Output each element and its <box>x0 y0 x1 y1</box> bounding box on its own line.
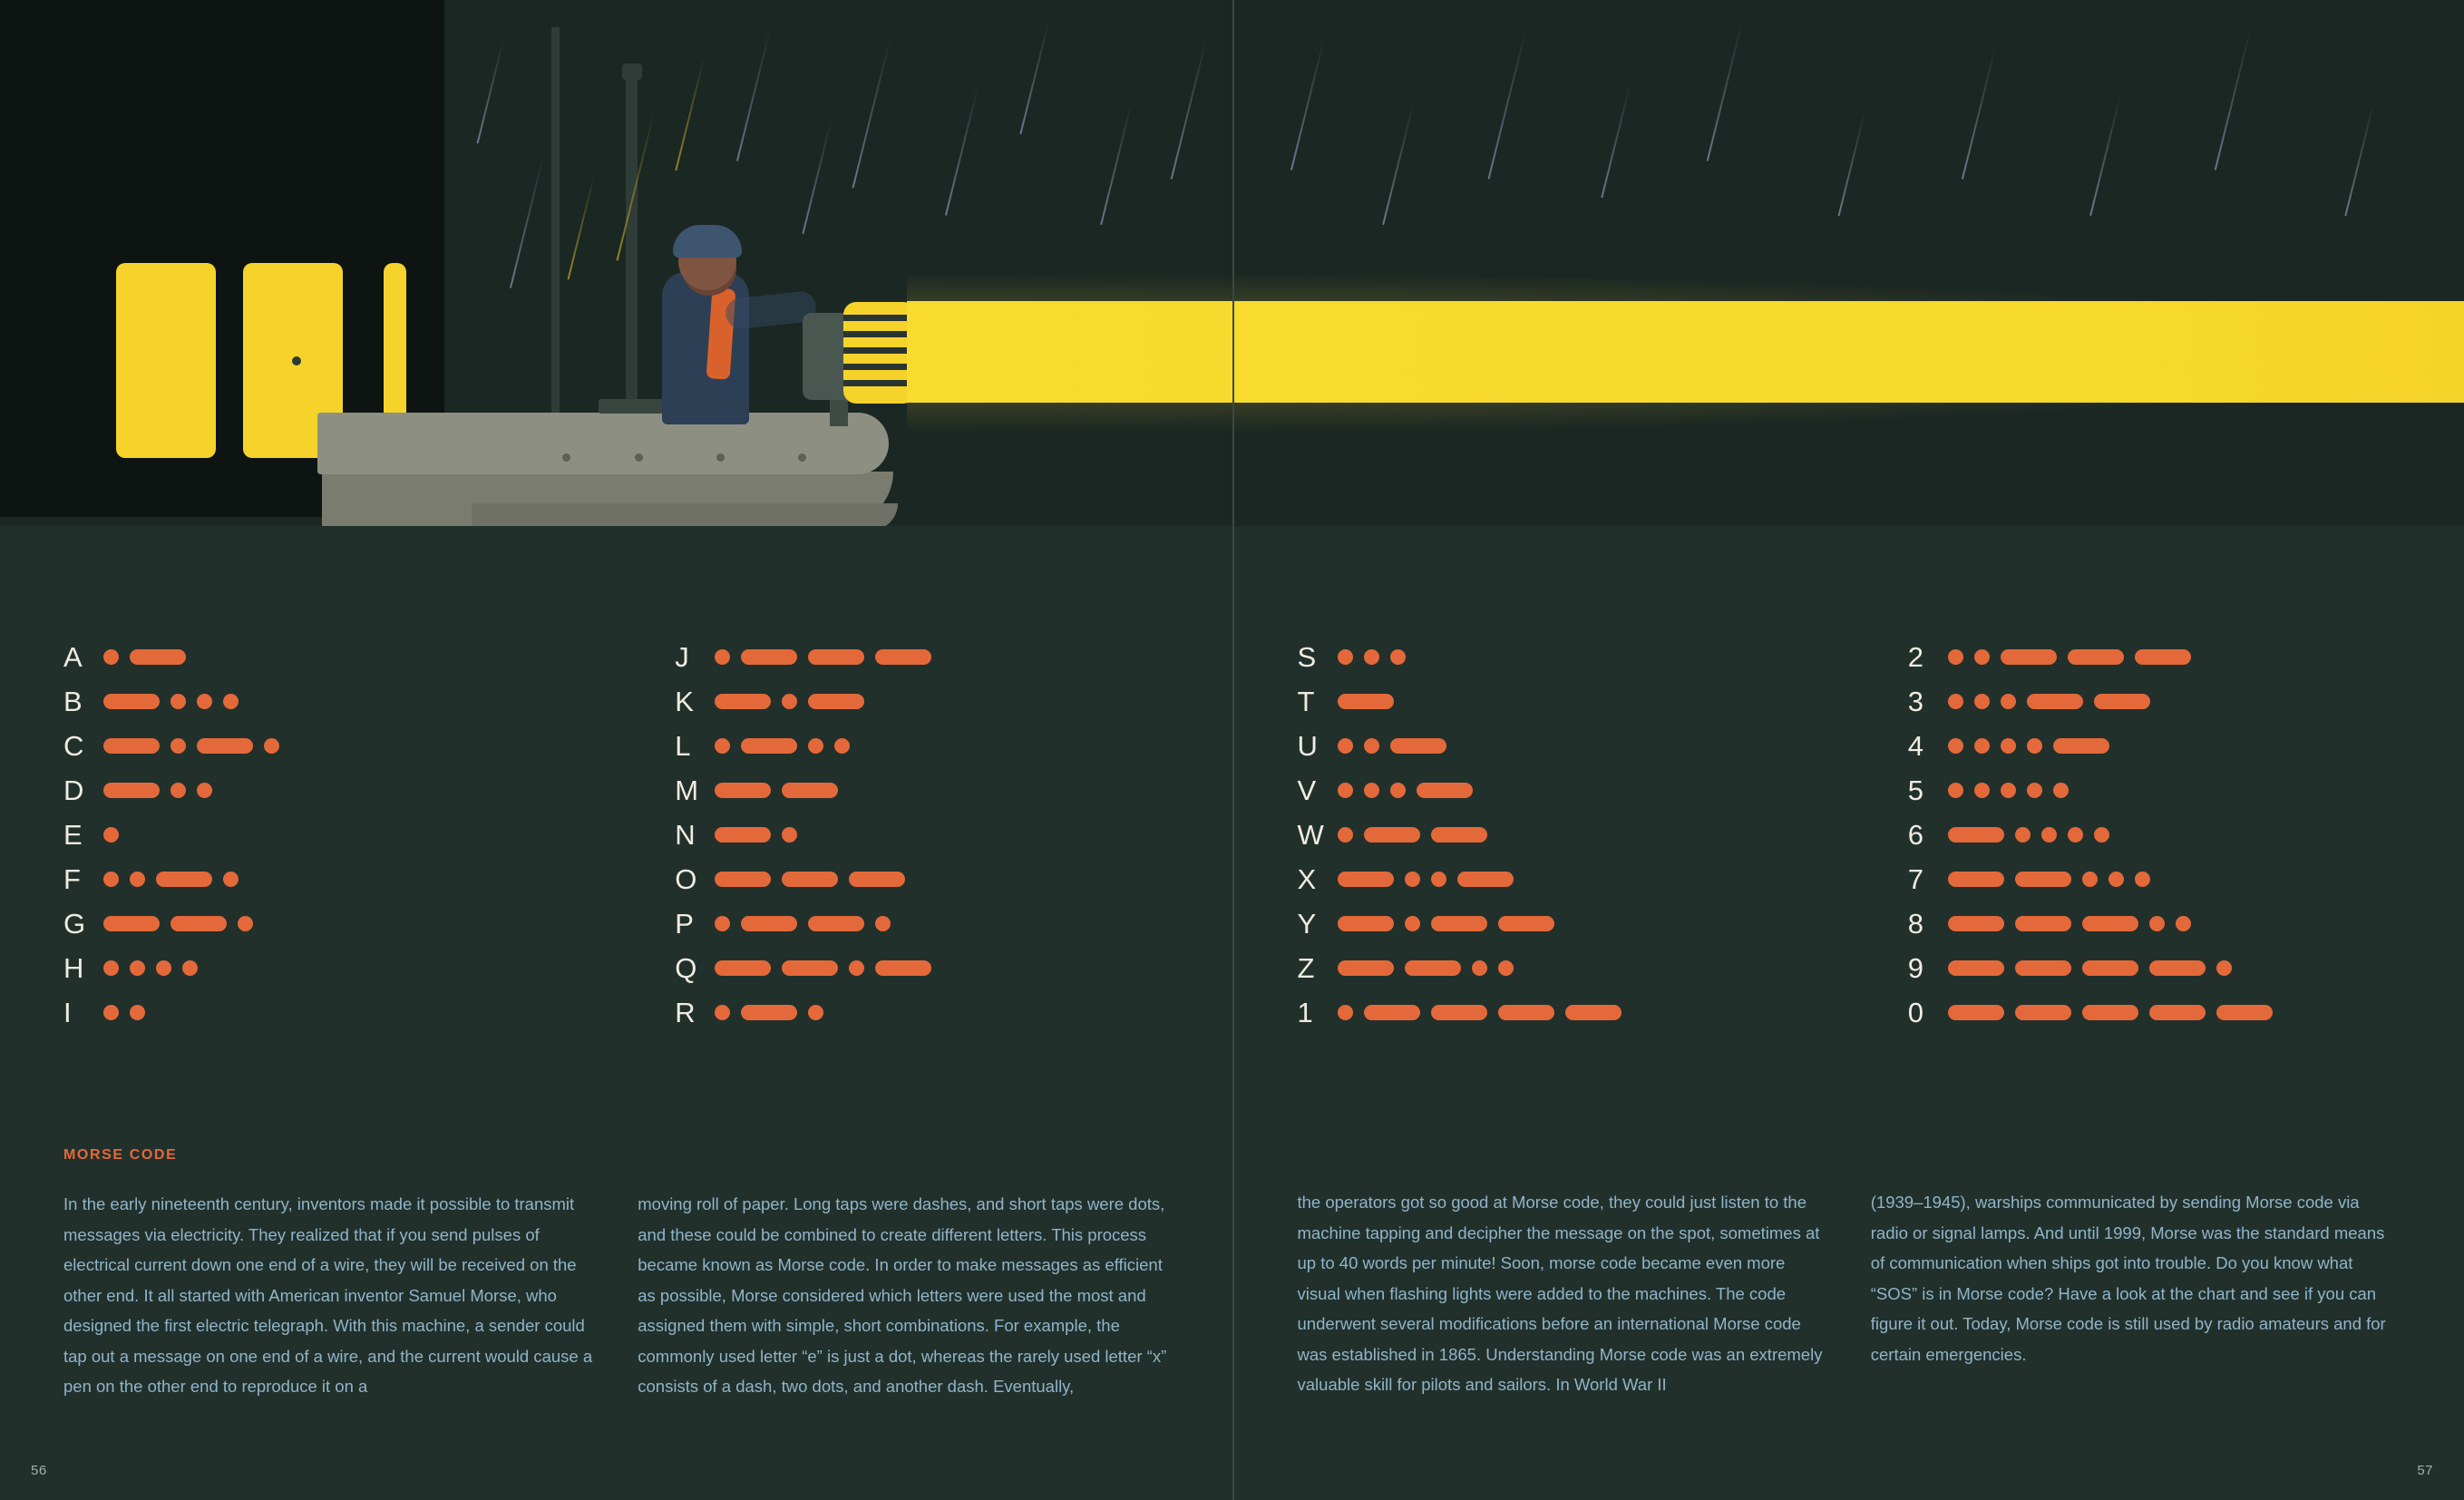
morse-dash <box>808 649 864 665</box>
left-text-block <box>0 1147 1232 1402</box>
morse-dot <box>170 738 186 754</box>
morse-character: 7 <box>1907 862 1924 895</box>
morse-dot <box>1948 738 1963 754</box>
morse-dot <box>1390 649 1406 665</box>
section-label: MORSE CODE <box>63 1147 178 1163</box>
morse-dot <box>156 960 171 976</box>
morse-symbols <box>1948 738 2120 754</box>
morse-dot <box>2015 827 2031 843</box>
morse-character: G <box>63 907 86 940</box>
morse-dash <box>1364 1005 1420 1020</box>
morse-dash <box>1338 960 1394 976</box>
morse-symbols <box>1338 738 1457 754</box>
morse-dot <box>782 694 797 709</box>
morse-symbols <box>1338 783 1484 798</box>
mast-cap <box>622 63 642 80</box>
morse-row <box>1298 901 1854 946</box>
morse-dot <box>782 827 797 843</box>
body-paragraph: the operators got so good at Morse code, they could just listen to the machine tapping and decipher the message on the spot, sometimes at up to 40 words per minute! Soon, morse code became even more visual when flashing lights were added to the machines. The code underwent several modifications before an international Morse code was established in 1865. Understanding Morse code was an extremely valuable skill for pilots and sailors. In World War II <box>1297 1193 1823 1394</box>
morse-dash <box>2015 960 2071 976</box>
body-paragraph: moving roll of paper. Long taps were dashes, and short taps were dots, and these could be combined to create different letters. This process became known as Morse code. In order to make messages as efficient as possible, Morse considered which letters were used the most and assigned them with simple, short combinations. For example, the commonly used letter “e” is just a dot, whereas the rarely used letter “x” consists of a dash, two dots, and another dash. Eventually, <box>638 1194 1167 1396</box>
morse-dash <box>715 960 771 976</box>
morse-dot <box>2027 738 2042 754</box>
morse-row <box>63 901 620 946</box>
morse-dot <box>1364 649 1379 665</box>
morse-dash <box>782 960 838 976</box>
morse-dot <box>170 783 186 798</box>
morse-dot <box>1498 960 1514 976</box>
morse-character: M <box>675 774 699 806</box>
lamp-beam <box>1234 301 2464 403</box>
morse-character: Z <box>1297 951 1315 984</box>
morse-character: 4 <box>1907 729 1924 762</box>
morse-symbols <box>1948 694 2161 709</box>
morse-symbols <box>1338 872 1524 887</box>
morse-dot <box>1338 649 1353 665</box>
morse-dash <box>1565 1005 1622 1020</box>
morse-dash <box>715 872 771 887</box>
morse-character: 9 <box>1907 951 1924 984</box>
morse-row <box>675 857 1232 901</box>
morse-dash <box>1948 960 2004 976</box>
morse-dot <box>1338 783 1353 798</box>
morse-symbols <box>103 738 290 754</box>
morse-symbols <box>1948 649 2202 665</box>
night-sky-background <box>1234 0 2464 526</box>
morse-dash <box>2082 916 2138 931</box>
morse-dot <box>1405 872 1420 887</box>
morse-dash <box>1948 1005 2004 1020</box>
morse-dot <box>2001 738 2016 754</box>
morse-symbols <box>715 827 808 843</box>
signal-lamp-illustration-continued <box>1234 0 2464 526</box>
morse-dot <box>2109 872 2124 887</box>
morse-dot <box>2001 694 2016 709</box>
morse-symbols <box>715 1005 834 1020</box>
morse-character: X <box>1297 862 1317 895</box>
morse-row <box>63 679 620 724</box>
morse-dot <box>2176 916 2191 931</box>
morse-symbols <box>1338 1005 1632 1020</box>
morse-dash <box>808 916 864 931</box>
deck <box>317 413 889 474</box>
morse-symbols <box>1948 960 2243 976</box>
right-page <box>1232 0 2464 1500</box>
morse-dot <box>1405 916 1420 931</box>
morse-row <box>63 768 620 813</box>
morse-dot <box>2027 783 2042 798</box>
morse-dot <box>875 916 891 931</box>
morse-row <box>63 724 620 768</box>
morse-column-3 <box>1234 635 1854 1035</box>
morse-character: B <box>63 685 83 717</box>
morse-dash <box>1364 827 1420 843</box>
morse-dot <box>103 827 119 843</box>
morse-character: U <box>1297 729 1319 762</box>
morse-dot <box>130 872 145 887</box>
morse-dot <box>715 738 730 754</box>
morse-dash <box>130 649 186 665</box>
morse-symbols <box>1948 916 2202 931</box>
morse-dot <box>2082 872 2098 887</box>
morse-row <box>1298 679 1854 724</box>
morse-row <box>1908 679 2464 724</box>
morse-dot <box>2041 827 2057 843</box>
morse-dot <box>103 649 119 665</box>
morse-dash <box>1431 916 1487 931</box>
morse-symbols <box>1338 694 1405 709</box>
morse-dash <box>197 738 253 754</box>
morse-dot <box>130 1005 145 1020</box>
morse-dash <box>2094 694 2150 709</box>
morse-dash <box>1431 1005 1487 1020</box>
morse-dash <box>2135 649 2191 665</box>
morse-dash <box>2015 916 2071 931</box>
body-column-3 <box>1298 1187 1827 1400</box>
morse-dash <box>2027 694 2083 709</box>
body-column-4 <box>1871 1187 2401 1400</box>
morse-dash <box>2149 960 2206 976</box>
morse-row <box>63 990 620 1035</box>
morse-character: 5 <box>1907 774 1924 806</box>
morse-dot <box>1974 694 1990 709</box>
morse-row <box>1908 901 2464 946</box>
deck-rivet <box>635 453 643 462</box>
morse-dash <box>1338 916 1394 931</box>
morse-dash <box>1457 872 1514 887</box>
morse-row <box>675 990 1232 1035</box>
morse-dot <box>238 916 253 931</box>
morse-row <box>1298 813 1854 857</box>
deck-rivet <box>798 453 806 462</box>
morse-dash <box>741 916 797 931</box>
morse-character: 6 <box>1907 818 1924 851</box>
morse-row <box>1908 946 2464 990</box>
morse-character: N <box>675 818 696 851</box>
morse-dot <box>182 960 198 976</box>
morse-row <box>1298 768 1854 813</box>
morse-character: V <box>1297 774 1317 806</box>
morse-dash <box>103 783 160 798</box>
body-column-2 <box>638 1189 1168 1402</box>
morse-dash <box>2053 738 2109 754</box>
morse-character: K <box>675 685 695 717</box>
morse-character: P <box>675 907 695 940</box>
morse-dot <box>1948 694 1963 709</box>
body-paragraph: (1939–1945), warships communicated by sending Morse code via radio or signal lamps. And until 1999, Morse was the standard means of communication when ships got into trouble. Do you know what “SOS” is in Morse code? Have a look at the chart and see if you can figure it out. Today, Morse code is still used by radio amateurs and for certain emergencies. <box>1870 1193 2386 1364</box>
morse-symbols <box>715 694 875 709</box>
morse-character: Q <box>675 951 697 984</box>
morse-dash <box>875 649 931 665</box>
morse-symbols <box>103 1005 156 1020</box>
morse-row <box>1298 724 1854 768</box>
morse-symbols <box>103 827 130 843</box>
morse-character: F <box>63 862 82 895</box>
morse-symbols <box>715 872 916 887</box>
morse-dash <box>1948 872 2004 887</box>
morse-row <box>1298 946 1854 990</box>
lamp-beam <box>907 301 1232 403</box>
hull-skirt <box>472 503 898 526</box>
morse-character: E <box>63 818 83 851</box>
morse-symbols <box>715 738 861 754</box>
morse-dot <box>1338 1005 1353 1020</box>
morse-dash <box>2015 1005 2071 1020</box>
morse-row <box>1908 857 2464 901</box>
morse-dash <box>2216 1005 2273 1020</box>
morse-dash <box>103 916 160 931</box>
morse-row <box>1908 813 2464 857</box>
morse-column-4 <box>1854 635 2464 1035</box>
morse-character: S <box>1297 640 1317 673</box>
morse-dot <box>1364 783 1379 798</box>
morse-column-2 <box>620 635 1232 1035</box>
morse-dot <box>103 960 119 976</box>
sailor-hat <box>673 225 742 258</box>
morse-row <box>675 679 1232 724</box>
morse-row <box>1298 635 1854 679</box>
morse-row <box>63 857 620 901</box>
morse-dot <box>2149 916 2165 931</box>
morse-dash <box>1498 916 1554 931</box>
morse-symbols <box>103 649 197 665</box>
morse-symbols <box>1338 916 1565 931</box>
morse-row <box>675 946 1232 990</box>
morse-dot <box>1338 738 1353 754</box>
morse-dot <box>1974 738 1990 754</box>
morse-dot <box>1948 649 1963 665</box>
morse-character: Y <box>1297 907 1317 940</box>
morse-chart-right <box>1234 635 2464 1035</box>
morse-symbols <box>1338 649 1417 665</box>
morse-character: H <box>63 951 84 984</box>
morse-dot <box>197 694 212 709</box>
morse-character: O <box>675 862 697 895</box>
morse-symbols <box>715 783 849 798</box>
morse-dot <box>1431 872 1446 887</box>
body-paragraph: In the early nineteenth century, inventors made it possible to transmit messages via electricity. They realized that if you send pulses of electrical current down one end of a wire, they will be received on the other end. It all started with American inventor Samuel Morse, who designed the first electric telegraph. With this machine, a sender could tap out a message on one end of a wire, and the current would cause a pen on the other end to reproduce it on a <box>63 1194 593 1396</box>
morse-character: C <box>63 729 84 762</box>
morse-row <box>1908 724 2464 768</box>
morse-dot <box>834 738 850 754</box>
morse-row <box>1908 635 2464 679</box>
morse-dash <box>103 694 160 709</box>
morse-character: L <box>675 729 691 762</box>
window-detail-dot <box>292 356 301 365</box>
morse-character: D <box>63 774 84 806</box>
morse-dash <box>2149 1005 2206 1020</box>
morse-dot <box>2068 827 2083 843</box>
morse-dash <box>715 827 771 843</box>
page-number-right: 57 <box>2417 1463 2433 1478</box>
morse-character: 0 <box>1907 996 1924 1028</box>
morse-dash <box>782 783 838 798</box>
morse-dash <box>782 872 838 887</box>
morse-dot <box>2094 827 2109 843</box>
morse-dash <box>2068 649 2124 665</box>
morse-dot <box>170 694 186 709</box>
morse-dot <box>715 1005 730 1020</box>
morse-dot <box>1338 827 1353 843</box>
morse-dash <box>875 960 931 976</box>
morse-row <box>1298 857 1854 901</box>
morse-dash <box>1338 694 1394 709</box>
morse-dash <box>156 872 212 887</box>
morse-character: J <box>675 640 690 673</box>
morse-dash <box>1417 783 1473 798</box>
morse-dot <box>103 872 119 887</box>
morse-dot <box>1948 783 1963 798</box>
morse-dash <box>849 872 905 887</box>
morse-symbols <box>103 694 249 709</box>
morse-symbols <box>1948 827 2120 843</box>
morse-dot <box>2053 783 2069 798</box>
morse-dash <box>2082 960 2138 976</box>
morse-column-1 <box>0 635 620 1035</box>
morse-symbols <box>103 960 209 976</box>
deck-rivet <box>562 453 570 462</box>
morse-symbols <box>715 916 901 931</box>
signal-lamp-illustration <box>0 0 1232 526</box>
morse-row <box>675 901 1232 946</box>
morse-character: I <box>63 996 73 1028</box>
morse-symbols <box>715 649 942 665</box>
lit-window <box>116 263 216 458</box>
body-column-1 <box>63 1189 594 1402</box>
morse-symbols <box>1948 1005 2284 1020</box>
morse-dash <box>170 916 227 931</box>
morse-dot <box>849 960 864 976</box>
deck-rivet <box>716 453 725 462</box>
morse-dash <box>715 694 771 709</box>
morse-dot <box>264 738 279 754</box>
morse-character: W <box>1297 818 1325 851</box>
morse-dot <box>223 872 239 887</box>
morse-dash <box>741 738 797 754</box>
morse-dot <box>1472 960 1487 976</box>
morse-dot <box>1974 783 1990 798</box>
morse-dash <box>1405 960 1461 976</box>
morse-dash <box>103 738 160 754</box>
morse-symbols <box>1338 960 1524 976</box>
morse-dot <box>2216 960 2232 976</box>
morse-dot <box>1974 649 1990 665</box>
morse-row <box>675 635 1232 679</box>
morse-dot <box>715 916 730 931</box>
morse-dot <box>2135 872 2150 887</box>
morse-dot <box>808 738 823 754</box>
morse-row <box>63 946 620 990</box>
morse-symbols <box>1338 827 1498 843</box>
right-text-block <box>1234 1147 2464 1400</box>
morse-row <box>675 724 1232 768</box>
morse-dot <box>2001 783 2016 798</box>
morse-dash <box>1338 872 1394 887</box>
morse-dash <box>2015 872 2071 887</box>
lamp-face <box>843 302 916 404</box>
morse-dot <box>103 1005 119 1020</box>
morse-row <box>1908 768 2464 813</box>
morse-symbols <box>1948 872 2161 887</box>
page-number-left: 56 <box>31 1463 47 1478</box>
morse-symbols <box>103 783 223 798</box>
morse-dot <box>1390 783 1406 798</box>
morse-symbols <box>103 872 249 887</box>
morse-row <box>675 768 1232 813</box>
morse-symbols <box>103 916 264 931</box>
morse-dot <box>197 783 212 798</box>
morse-dash <box>1390 738 1446 754</box>
morse-dash <box>1498 1005 1554 1020</box>
morse-symbols <box>715 960 942 976</box>
morse-row <box>63 813 620 857</box>
morse-dash <box>741 649 797 665</box>
morse-dot <box>130 960 145 976</box>
morse-dash <box>715 783 771 798</box>
morse-dot <box>715 649 730 665</box>
label-spacer <box>1298 1147 2401 1187</box>
morse-dash <box>741 1005 797 1020</box>
morse-dash <box>2082 1005 2138 1020</box>
morse-row <box>675 813 1232 857</box>
morse-dot <box>808 1005 823 1020</box>
morse-character: R <box>675 996 696 1028</box>
morse-character: 3 <box>1907 685 1924 717</box>
morse-dash <box>2001 649 2057 665</box>
morse-dot <box>1364 738 1379 754</box>
mast-thin <box>551 27 560 417</box>
morse-character: 8 <box>1907 907 1924 940</box>
morse-dash <box>808 694 864 709</box>
morse-character: 1 <box>1297 996 1314 1028</box>
morse-row <box>1908 990 2464 1035</box>
morse-dash <box>1948 916 2004 931</box>
morse-dash <box>1431 827 1487 843</box>
morse-row <box>63 635 620 679</box>
morse-character: T <box>1297 685 1315 717</box>
morse-row <box>1298 990 1854 1035</box>
morse-dot <box>223 694 239 709</box>
morse-character: A <box>63 640 83 673</box>
morse-character: 2 <box>1907 640 1924 673</box>
mast-thick <box>626 77 638 431</box>
morse-chart-left <box>0 635 1232 1035</box>
morse-symbols <box>1948 783 2079 798</box>
morse-dash <box>1948 827 2004 843</box>
